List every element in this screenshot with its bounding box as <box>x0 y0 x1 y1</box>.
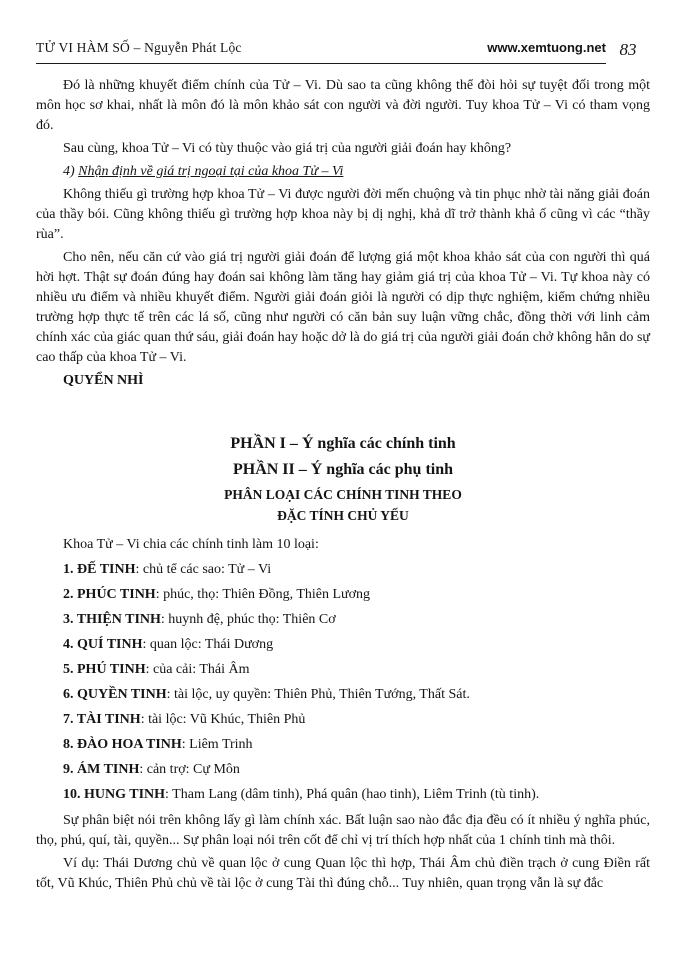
list-item-9-label: 9. ÁM TINH <box>63 762 140 777</box>
list-item-1 <box>36 560 650 580</box>
list-item-9-text: : cản trợ: Cự Môn <box>139 762 240 777</box>
section-heading-text: Nhận định về giá trị ngoại tại của khoa Tử – Vi <box>78 164 344 179</box>
list-item-2-label: 2. PHÚC TINH <box>63 587 156 602</box>
list-item-4-label: 4. QUÍ TINH <box>63 637 143 652</box>
list-item-2-text: : phúc, thọ: Thiên Đồng, Thiên Lương <box>155 587 371 602</box>
section-title-line-2: ĐẶC TÍNH CHỦ YẾU <box>277 508 409 523</box>
paragraph-5: Sự phân biệt nói trên không lấy gì làm chính xác. Bất luận sao nào đắc địa đều có ít nhiều ý nghĩa phúc, thọ, phú, quí, tài, quyền... Sự phân loại nói trên cốt để chỉ vị trí thích hợp nhất của 1 chính tinh mà thôi. <box>36 813 650 848</box>
list-item-5-text: : của cải: Thái Âm <box>145 662 250 677</box>
list-intro: Khoa Tử – Vi chia các chính tinh làm 10 loại: <box>63 537 319 552</box>
part-1-heading: PHẦN I – Ý nghĩa các chính tinh <box>230 435 456 452</box>
page-number: 83 <box>619 40 637 59</box>
website-url: www.xemtuong.net <box>487 40 606 55</box>
book-title-heading: QUYỂN NHÌ <box>63 373 144 388</box>
list-item-1-label: 1. ĐẾ TINH <box>63 562 136 577</box>
list-item-9 <box>36 760 650 780</box>
list-item-10-text: : Tham Lang (dâm tinh), Phá quân (hao tinh), Liêm Trinh (tù tinh). <box>165 787 540 802</box>
list-item-7-text: : tài lộc: Vũ Khúc, Thiên Phủ <box>140 712 306 727</box>
list-item-6-label: 6. QUYỀN TINH <box>63 687 167 702</box>
section-heading-4 <box>36 162 650 182</box>
list-item-3-text: : huynh đệ, phúc thọ: Thiên Cơ <box>160 612 336 627</box>
book-title-author: TỬ VI HÀM SỐ – Nguyễn Phát Lộc <box>36 40 242 55</box>
list-item-7 <box>36 710 650 730</box>
section-title-line-1: PHÂN LOẠI CÁC CHÍNH TINH THEO <box>224 487 462 502</box>
list-item-8 <box>36 735 650 755</box>
list-item-8-label: 8. ĐÀO HOA TINH <box>63 737 182 752</box>
paragraph-1: Đó là những khuyết điểm chính của Tử – Vi. Dù sao ta cũng không thể đòi hỏi sự tuyệt đối trong một môn học sơ khai, nhất là môn đó là môn khảo sát con người và đời người. Tuy khoa Tử – Vi có tham vọng đó. <box>36 78 650 133</box>
list-item-1-text: : chủ tể các sao: Tử – Vi <box>135 562 272 577</box>
paragraph-6: Ví dụ: Thái Dương chủ về quan lộc ở cung Quan lộc thì hợp, Thái Âm chủ điền trạch ở cung Điền rất tốt, Vũ Khúc, Thiên Phủ chủ về tài lộc ở cung Tài thì đúng chỗ... Tuy nhiên, quan trọng vẫn là sự đắc <box>36 856 650 891</box>
list-item-10-label: 10. HUNG TINH <box>63 787 166 802</box>
list-item-8-text: : Liêm Trinh <box>181 737 253 752</box>
list-item-6 <box>36 685 650 705</box>
list-item-6-text: : tài lộc, uy quyền: Thiên Phủ, Thiên Tướng, Thất Sát. <box>166 687 470 702</box>
list-item-5-label: 5. PHÚ TINH <box>63 662 146 677</box>
section-heading-number: 4) <box>63 164 79 179</box>
header-rule <box>36 40 606 64</box>
list-item-10 <box>36 785 650 805</box>
paragraph-4: Cho nên, nếu căn cứ vào giá trị người giải đoán để lượng giá một khoa khảo sát của con người thì quá hời hợt. Thật sự đoán đúng hay đoán sai không làm tăng hay giảm giá trị của khoa Tử – Vi. Tự khoa này có nhiều ưu điểm và nhiều khuyết điểm. Người giải đoán giỏi là người có dịp thực nghiệm, kiểm chứng nhiều trường hợp thực tế trên các lá số, cũng như người có căn bản suy luận vững chắc, đồng thời với linh cảm chính xác của giác quan thứ sáu, giải đoán hay hoặc dở là do giá trị của người giải đoán chở không hẳn do sự cao thấp của khoa Tử – Vi. <box>36 250 650 365</box>
page-header <box>36 40 650 64</box>
paragraph-3: Không thiếu gì trường hợp khoa Tử – Vi được người đời mến chuộng và tin phục nhờ tài năng giải đoán của thầy bói. Cũng không thiếu gì trường hợp khoa này bị dị nghị, khả dĩ trở thành khả ố cũng vì các “thầy rùa”. <box>36 187 650 242</box>
list-item-4 <box>36 635 650 655</box>
page-content <box>36 76 650 894</box>
list-item-7-label: 7. TÀI TINH <box>63 712 141 727</box>
part-2-heading: PHẦN II – Ý nghĩa các phụ tinh <box>232 461 454 478</box>
list-item-4-text: : quan lộc: Thái Dương <box>142 637 274 652</box>
list-item-2 <box>36 585 650 605</box>
list-item-3-label: 3. THIỆN TINH <box>63 612 161 627</box>
paragraph-2: Sau cùng, khoa Tử – Vi có tùy thuộc vào giá trị của người giải đoán hay không? <box>63 141 512 156</box>
list-item-5 <box>36 660 650 680</box>
list-item-3 <box>36 610 650 630</box>
